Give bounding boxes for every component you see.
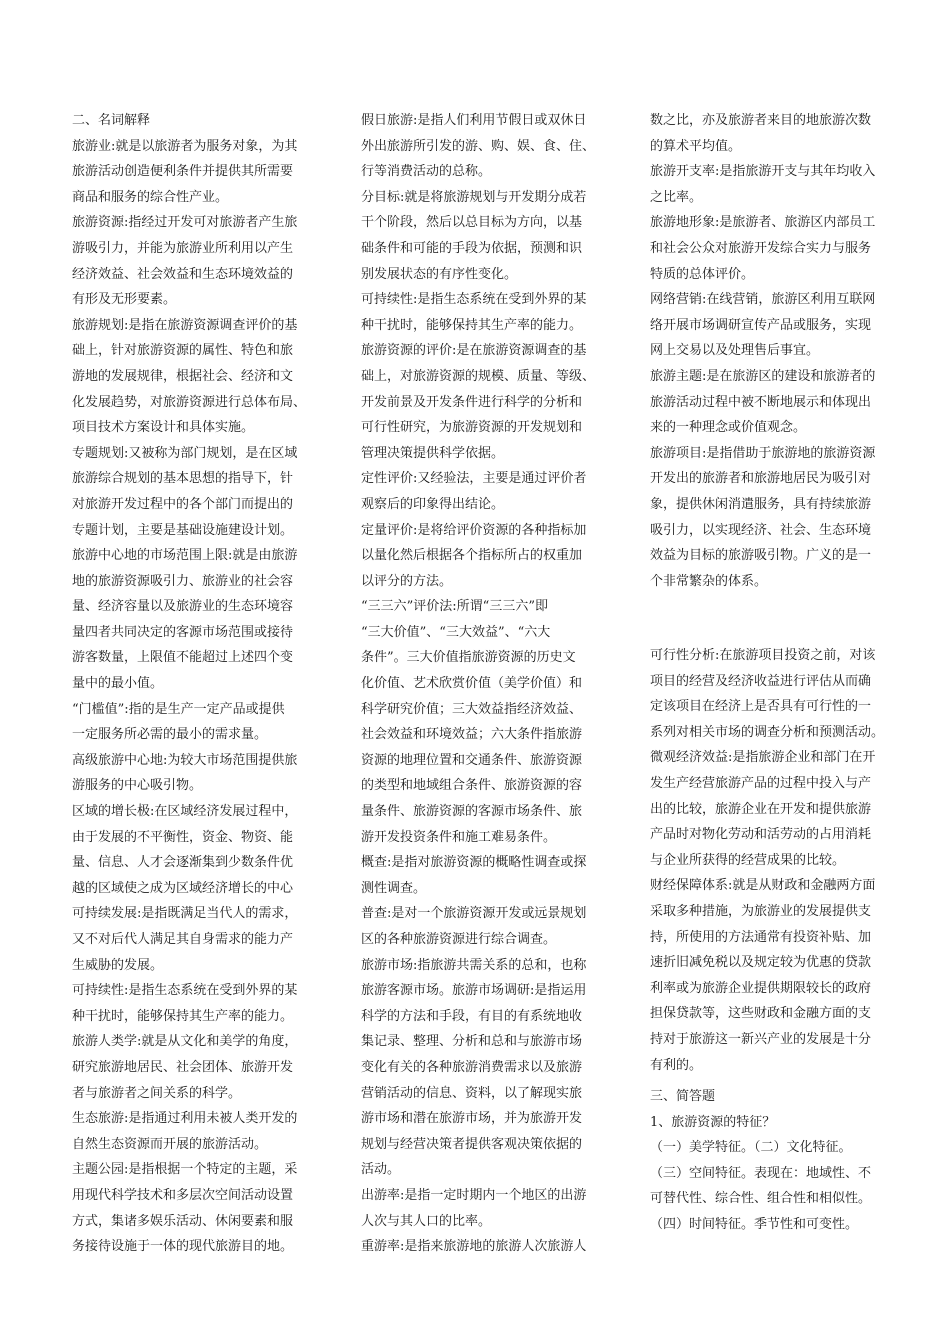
- text-column-3: [650, 108, 912, 594]
- paragraph: 定性评价:又经验法，主要是通过评价者 观察后的印象得出结论。: [361, 471, 587, 512]
- paragraph: 旅游人类学:就是从文化和美学的角度， 研究旅游地居民、社会团体、旅游开发 者与旅游者之间关系的科学。: [72, 1034, 298, 1101]
- paragraph: 区域的增长极:在区域经济发展过程中， 由于发展的不平衡性，资金、物资、能 量、信息、人才会逐渐集到少数条件优 越的区域使之成为区域经济增长的中心 可持续发展:是指既满足当代人的需求， 又不对后代人满足其自身需求的能力产 生威胁的发展。: [72, 804, 298, 973]
- paragraph: 旅游业:就是以旅游者为服务对象，为其 旅游活动创造便利条件并提供其所需要 商品和服务的综合性产业。: [72, 138, 298, 205]
- paragraph: 旅游开支率:是指旅游开支与其年均收入 之比率。: [650, 164, 876, 205]
- text-column-3-lower: [650, 643, 912, 1238]
- paragraph: 重游率:是指来旅游地的旅游人次旅游人: [361, 1239, 587, 1255]
- paragraph: 数之比，亦及旅游者来目的地旅游次数 的算术平均值。: [650, 113, 872, 154]
- paragraph: 出游率:是指一定时期内一个地区的出游 人次与其人口的比率。: [361, 1187, 587, 1229]
- paragraph: 高级旅游中心地:为较大市场范围提供旅 游服务的中心吸引物。: [72, 752, 298, 794]
- paragraph: 专题规划:又被称为部门规划，是在区域 旅游综合规划的基本思想的指导下，针 对旅游开发过程中的各个部门而提出的 专题计划，主要是基础设施建设计划。: [72, 445, 298, 538]
- paragraph: 可持续性:是指生态系统在受到外界的某 种干扰时，能够保持其生产率的能力。: [72, 983, 298, 1024]
- paragraph: 生态旅游:是指通过利用未被人类开发的 自然生态资源而开展的旅游活动。: [72, 1111, 298, 1152]
- paragraph: 旅游主题:是在旅游区的建设和旅游者的 旅游活动过程中被不断地展示和体现出 来的一种理念或价值观念。: [650, 368, 876, 436]
- answer-paragraph: （一）美学特征。（二）文化特征。 （三）空间特征。表现在：地域性、不 可替代性、综合性、组合性和相似性。 （四）时间特征。季节性和可变性。: [650, 1140, 872, 1233]
- question-heading: 1、旅游资源的特征？: [650, 1114, 776, 1130]
- paragraph: 假日旅游:是指人们利用节假日或双休日 外出旅游所引发的游、购、娱、食、住、 行等消费活动的总称。: [361, 113, 596, 180]
- paragraph: “三三六”评价法:所谓“三三六”即 “三大价值”、“三大效益”、“六大 条件”。三大价值指旅游资源的历史文 化价值、艺术欣赏价值（美学价值）和 科学研究价值；三大效益指经济效益、 社会效益和环境效益；六大条件指旅游 资源的地理位置和交通条件、旅游资源 的类型和地域组合条件、旅游资源的容 量条件、旅游资源的客源市场条件、旅 游开发投资条件和施工难易条件。: [361, 599, 583, 845]
- paragraph: 旅游资源的评价:是在旅游资源调查的基 础上，对旅游资源的规模、质量、等级、 开发前景及开发条件进行科学的分析和 可行性研究，为旅游资源的开发规划和 管理决策提供科学依据。: [361, 343, 596, 461]
- paragraph: 微观经济效益:是指旅游企业和部门在开 发生产经营旅游产品的过程中投入与产 出的比较，旅游企业在开发和提供旅游 产品时对物化劳动和活劳动的占用消耗 与企业所获得的经营成果的比较。: [650, 750, 876, 868]
- paragraph: 可行性分析:在旅游项目投资之前，对该 项目的经营及经济收益进行评估从而确 定该项目在经济上是否具有可行性的一 系列对相关市场的调查分析和预测活动。: [650, 648, 885, 740]
- paragraph: 旅游资源:指经过开发可对旅游者产生旅 游吸引力，并能为旅游业所利用以产生 经济效益、社会效益和生态环境效益的 有形及无形要素。: [72, 215, 298, 308]
- paragraph: 普查:是对一个旅游资源开发或远景规划 区的各种旅游资源进行综合调查。: [361, 906, 587, 947]
- section-heading: 三、简答题: [650, 1089, 716, 1105]
- paragraph: 可持续性:是指生态系统在受到外界的某 种干扰时，能够保持其生产率的能力。: [361, 292, 587, 333]
- paragraph: 旅游规划:是指在旅游资源调查评价的基 础上，针对旅游资源的属性、特色和旅 游地的发展规律，根据社会、经济和文 化发展趋势，对旅游资源进行总体布局、 项目技术方案设计和具体实施。: [72, 317, 307, 436]
- paragraph: “门槛值”:指的是生产一定产品或提供 一定服务所必需的最小的需求量。: [72, 701, 285, 743]
- text-column-1: [72, 108, 330, 1260]
- text-column-2: [361, 108, 619, 1260]
- paragraph: 网络营销:在线营销，旅游区利用互联网 络开展市场调研宣传产品或服务，实现 网上交易以及处理售后事宜。: [650, 292, 876, 359]
- paragraph: 旅游市场:指旅游共需关系的总和，也称 旅游客源市场。旅游市场调研:是指运用 科学的方法和手段，有目的有系统地收 集记录、整理、分析和总和与旅游市场 变化有关的各种旅游消费需求以及旅游 营销活动的信息、资料，以了解现实旅 游市场和潜在旅游市场，并为旅游开发 规划与经营决策者提供客观决策依据的 活动。: [361, 957, 587, 1178]
- section-heading: 二、名词解释: [72, 113, 151, 128]
- paragraph: 财经保障体系:就是从财政和金融两方面 采取多种措施，为旅游业的发展提供支 持，所使用的方法通常有投资补贴、加 速折旧减免税以及规定较为优惠的贷款 利率或为旅游企业提供期限较长的政府 担保贷款等，这些财政和金融方面的支 持对于旅游这一新兴产业的发展是十分 有利的。: [650, 878, 876, 1073]
- paragraph: 定量评价:是将给评价资源的各种指标加 以量化然后根据各个指标所占的权重加 以评分的方法。: [361, 522, 587, 589]
- paragraph: 主题公园:是指根据一个特定的主题，采 用现代科学技术和多层次空间活动设置 方式，集诸多娱乐活动、休闲要素和服 务接待设施于一体的现代旅游目的地。: [72, 1162, 298, 1255]
- paragraph: 旅游地形象:是旅游者、旅游区内部员工 和社会公众对旅游开发综合实力与服务 特质的总体评价。: [650, 215, 876, 282]
- paragraph: 分目标:就是将旅游规划与开发期分成若 干个阶段，然后以总目标为方向，以基 础条件和可能的手段为依据，预测和识 别发展状态的有序性变化。: [361, 189, 587, 282]
- paragraph: 概查:是指对旅游资源的概略性调查或探 测性调查。: [361, 855, 587, 896]
- paragraph: 旅游项目:是指借助于旅游地的旅游资源 开发出的旅游者和旅游地居民为吸引对 象，提供休闲消遣服务，具有持续旅游 吸引力，以实现经济、社会、生态环境 效益为目标的旅游吸引物。广义的是一 个非常繁杂的体系。: [650, 445, 876, 589]
- paragraph: 旅游中心地的市场范围上限:就是由旅游 地的旅游资源吸引力、旅游业的社会容 量、经济容量以及旅游业的生态环境容 量四者共同决定的客源市场范围或接待 游客数量，上限值不能超过上述四个变 量中的最小值。: [72, 548, 298, 692]
